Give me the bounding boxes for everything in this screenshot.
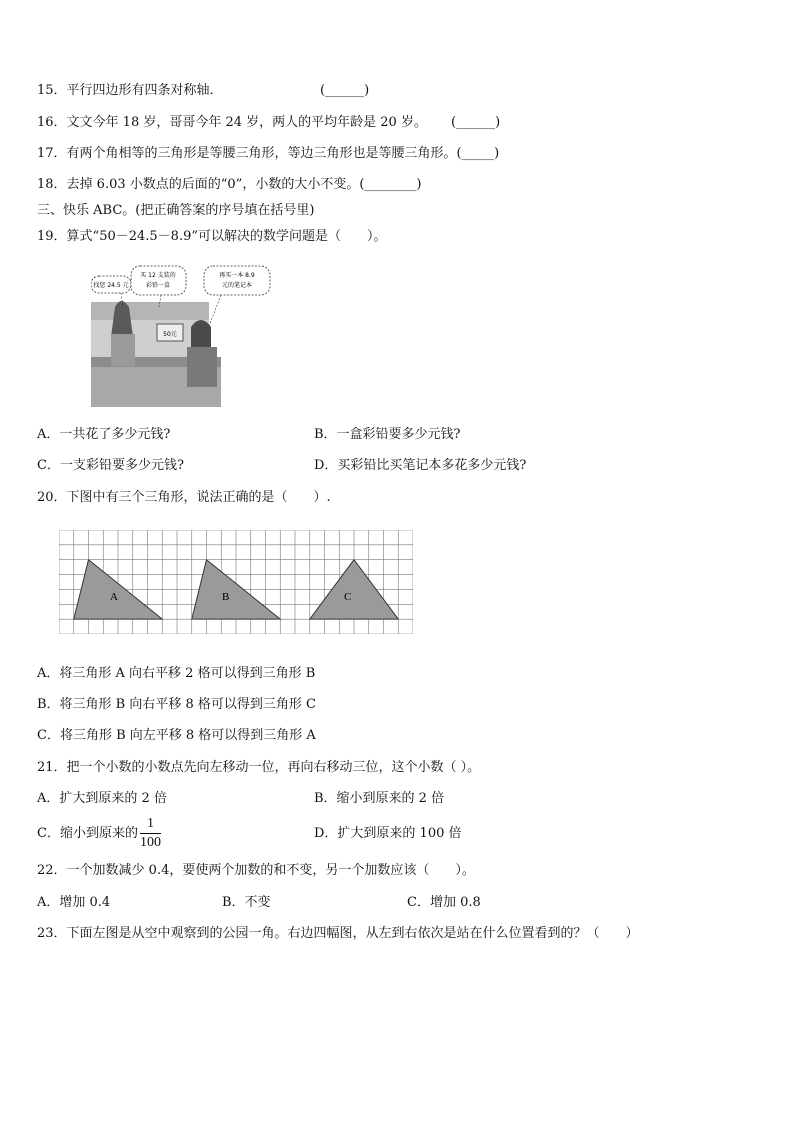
answer-blank-16: (______) [451, 115, 501, 130]
speech-bubble-buy-line1: 买 12 支装的 [140, 272, 176, 279]
option-20-a: A．将三角形 A 向右平移 2 格可以得到三角形 B [37, 666, 316, 681]
option-21-b: B．缩小到原来的 2 倍 [314, 791, 445, 806]
question-23: 23．下面左图是从空中观察到的公园一角。右边四幅图，从左到右依次是站在什么位置看到的？（ ） [37, 926, 639, 941]
option-19-b: B．一盒彩铅要多少元钱? [314, 427, 461, 442]
question-17: 17．有两个角相等的三角形是等腰三角形，等边三角形也是等腰三角形。(_____) [37, 146, 500, 161]
section-3-heading: 三、快乐 ABC。(把正确答案的序号填在括号里) [37, 203, 315, 218]
option-22-c: C．增加 0.8 [407, 895, 481, 910]
option-21-a: A．扩大到原来的 2 倍 [37, 791, 167, 806]
speech-bubble-change: 找您 24.5 元 [93, 282, 129, 289]
speech-bubble-notebook-line2: 元的笔记本 [221, 282, 253, 289]
answer-blank-15: (______) [320, 83, 370, 98]
triangle-b-label: B [222, 591, 230, 603]
question-15: 15．平行四边形有四条对称轴． [37, 83, 223, 98]
option-21-c [37, 815, 161, 853]
triangle-c-label: C [344, 591, 352, 603]
fraction-denominator: 100 [139, 835, 161, 850]
speech-bubble-buy-line2: 彩铅一盒 [145, 282, 171, 289]
question-19: 19．算式“50－24.5－8.9”可以解决的数学问题是（ ）。 [37, 229, 387, 244]
option-22-b: B．不变 [222, 895, 271, 910]
fraction-1-over-100 [140, 816, 161, 851]
question-16: 16．文文今年 18 岁，哥哥今年 24 岁，两人的平均年龄是 20 岁。 [37, 115, 427, 130]
option-20-b: B．将三角形 B 向右平移 8 格可以得到三角形 C [37, 697, 316, 712]
speech-bubble-notebook-line1: 再买一本 8.9 [219, 272, 255, 279]
option-22-a: A．增加 0.4 [37, 895, 111, 910]
option-19-c: C．一支彩铅要多少元钱? [37, 458, 184, 473]
option-20-c: C．将三角形 B 向左平移 8 格可以得到三角形 A [37, 728, 316, 743]
fraction-numerator: 1 [146, 816, 154, 831]
option-21-d: D．扩大到原来的 100 倍 [314, 826, 462, 841]
question-20: 20．下图中有三个三角形，说法正确的是（ ）. [37, 490, 331, 505]
option-19-d: D．买彩铅比买笔记本多花多少元钱? [314, 458, 527, 473]
money-sign: 50元 [163, 331, 177, 338]
question-21: 21．把一个小数的小数点先向左移动一位，再向右移动三位，这个小数（ ）。 [37, 760, 481, 775]
triangle-a-label: A [110, 591, 118, 603]
option-21-c-text: C．缩小到原来的 [37, 826, 138, 841]
question-18: 18．去掉 6.03 小数点的后面的“0”，小数的大小不变。(________) [37, 177, 422, 192]
option-19-a: A．一共花了多少元钱? [37, 427, 171, 442]
triangle-grid-figure [59, 530, 413, 634]
shop-illustration [91, 262, 281, 407]
question-22: 22．一个加数减少 0.4，要使两个加数的和不变，另一个加数应该（ ）。 [37, 863, 475, 878]
